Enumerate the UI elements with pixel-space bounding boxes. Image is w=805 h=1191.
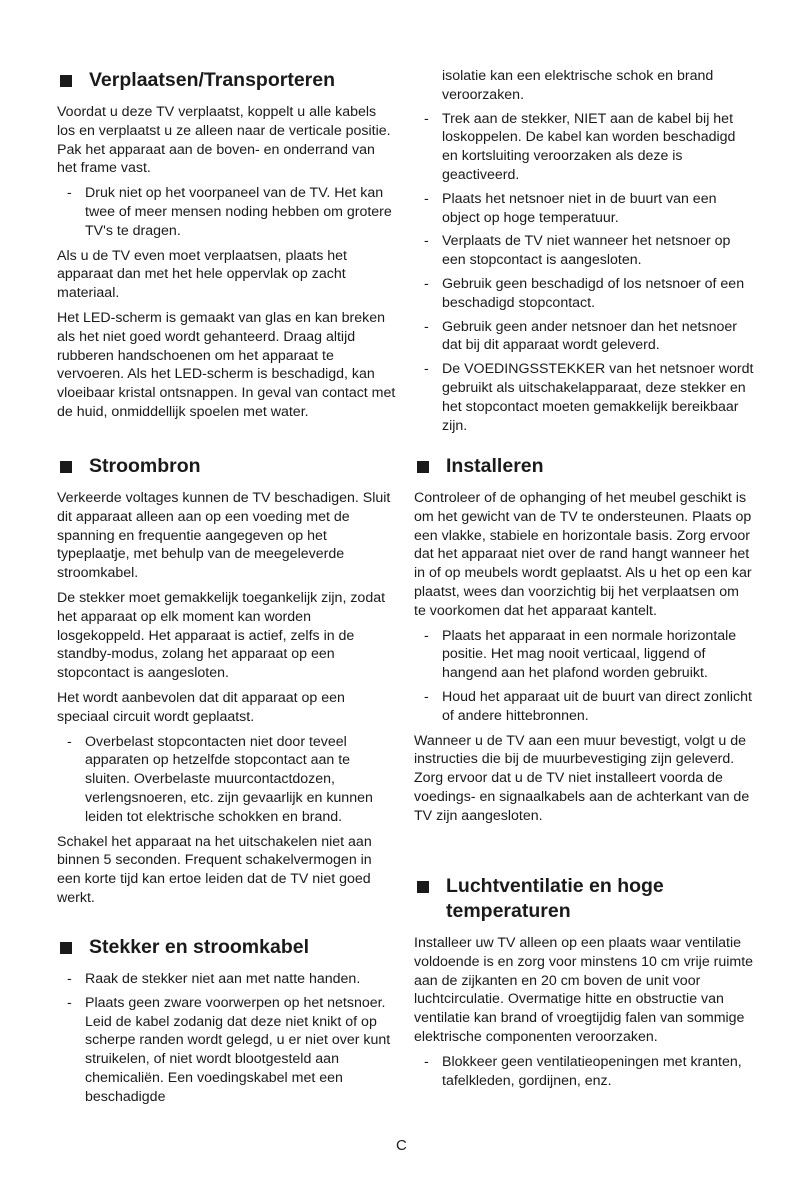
list-item: - Druk niet op het voorpaneel van de TV. Het kan twee of meer mensen noding hebben om grotere TV's te dragen.: [67, 185, 392, 239]
square-bullet-icon: [60, 461, 72, 473]
bullet-list: [414, 1053, 754, 1091]
paragraph: Voordat u deze TV verplaatst, koppelt u alle kabels los en verplaatst u ze alleen naar de verticale positie. Pak het apparaat aan de boven- en onderrand van het frame vast.: [57, 104, 391, 177]
list-item: - Raak de stekker niet aan met natte handen.: [67, 971, 361, 987]
section-heading: Installeren: [414, 454, 754, 479]
list-item: - Gebruik geen ander netsnoer dan het netsnoer dat bij dit apparaat wordt geleverd.: [424, 318, 737, 354]
section-verplaatsen: [57, 68, 397, 428]
bullet-list: [57, 733, 397, 827]
dash-icon: -: [67, 185, 72, 202]
list-item: - Plaats het apparaat in een normale horizontale positie. Het mag nooit verticaal, liggend of hangend aan het plafond worden gebruikt.: [424, 627, 737, 682]
bullet-list: [414, 110, 754, 436]
section-installeren: [414, 454, 754, 832]
dash-icon: -: [424, 318, 429, 335]
paragraph: Schakel het apparaat na het uitschakelen niet aan binnen 5 seconden. Frequent schakelvermogen in een korte tijd kan ertoe leiden dat de TV niet goed werkt.: [57, 833, 372, 906]
dash-icon: -: [424, 1053, 429, 1070]
section-heading: Verplaatsen/Transporteren: [57, 68, 397, 93]
list-item: - Trek aan de stekker, NIET aan de kabel bij het loskoppelen. De kabel kan worden beschadigd en kortsluiting veroorzaken als deze is geactiveerd.: [424, 110, 736, 183]
list-item: - Houd het apparaat uit de buurt van direct zonlicht of andere hittebronnen.: [424, 688, 752, 724]
page-marker: C: [396, 1137, 407, 1154]
dash-icon: -: [424, 190, 429, 207]
section-stroombron: [57, 454, 397, 914]
dash-icon: -: [424, 110, 429, 127]
bullet-list: [57, 184, 397, 240]
list-item: - Verplaats de TV niet wanneer het netsnoer op een stopcontact is aangesloten.: [424, 233, 731, 269]
square-bullet-icon: [417, 461, 429, 473]
dash-icon: -: [67, 994, 72, 1011]
paragraph: Controleer of de ophanging of het meubel geschikt is om het gewicht van de TV te ondersteunen. Plaats op een vlakke, stabiele en horizontale basis. Zorg ervoor dat het apparaat niet over de rand hangt wanneer het in of op meubels wordt geplaatst. Als u het op een kar plaatst, wees dan voorzichtig bij het verplaatsen om te voorkomen dat het apparaat kantelt.: [414, 490, 752, 619]
dash-icon: -: [424, 233, 429, 250]
list-item: - Gebruik geen beschadigd of los netsnoer of een beschadigd stopcontact.: [424, 275, 745, 311]
continued-list-text: isolatie kan een elektrische schok en brand veroorzaken.: [442, 68, 714, 103]
paragraph: Verkeerde voltages kunnen de TV beschadigen. Sluit dit apparaat alleen aan op een voeding met de spanning en frequentie aangegeven op het typeplaatje, met behulp van de meegeleverde stroomkabel.: [57, 490, 391, 582]
paragraph: Wanneer u de TV aan een muur bevestigt, volgt u de instructies die bij de muurbevestiging zijn geleverd. Zorg ervoor dat u de TV niet installeert voorda de voedings- en signaalkabels aan de achterkant van de TV zijn aangesloten.: [414, 732, 750, 824]
dash-icon: -: [424, 688, 429, 705]
section-stekker-continued: [414, 67, 754, 441]
bullet-list: [57, 970, 397, 1107]
section-heading: Stroombron: [57, 454, 397, 479]
dash-icon: -: [67, 733, 72, 750]
section-heading: Stekker en stroomkabel: [57, 935, 397, 960]
list-item: - Blokkeer geen ventilatieopeningen met kranten, tafelkleden, gordijnen, enz.: [424, 1053, 742, 1089]
paragraph: De stekker moet gemakkelijk toegankelijk zijn, zodat het apparaat op elk moment kan worden losgekoppeld. Het apparaat is actief, zelfs in de standby-modus, zolang het apparaat op een stopcontact is aangesloten.: [57, 589, 386, 682]
dash-icon: -: [424, 361, 429, 378]
list-item: - De VOEDINGSSTEKKER van het netsnoer wordt gebruikt als uitschakelapparaat, deze stekker en het stopcontact moeten gemakkelijk bereikbaar zijn.: [424, 361, 754, 434]
dash-icon: -: [424, 627, 429, 644]
section-stekker: [57, 935, 397, 1113]
paragraph: Als u de TV even moet verplaatsen, plaats het apparaat dan met het hele oppervlak op zacht materiaal.: [57, 247, 347, 302]
dash-icon: -: [424, 275, 429, 292]
list-item: - Plaats geen zware voorwerpen op het netsnoer. Leid de kabel zodanig dat deze niet knikt of op scherpe randen wordt gelegd, u er niet over kunt struikelen, of niet wordt blootgesteld aan chemicaliën. Een voedingskabel met een beschadigde: [67, 994, 391, 1105]
section-heading: Luchtventilatie en hoge temperaturen: [414, 874, 754, 924]
dash-icon: -: [67, 971, 72, 987]
paragraph: Het LED-scherm is gemaakt van glas en kan breken als het niet goed wordt gehanteerd. Draag altijd rubberen handschoenen om het apparaat te vervoeren. Als het LED-scherm is beschadigd, kan vloeibaar kristal ontsnappen. In geval van contact met de huid, onmiddellijk spoelen met water.: [57, 309, 396, 420]
square-bullet-icon: [60, 75, 72, 87]
section-luchtventilatie: [414, 874, 754, 1096]
paragraph: Het wordt aanbevolen dat dit apparaat op een speciaal circuit wordt geplaatst.: [57, 689, 345, 725]
bullet-list: [414, 627, 754, 726]
list-item: - Plaats het netsnoer niet in de buurt van een object op hoge temperatuur.: [424, 190, 717, 226]
list-item: - Overbelast stopcontacten niet door teveel apparaten op hetzelfde stopcontact aan te sluiten. Overbelaste muurcontactdozen, verlengsnoeren, etc. zijn gevaarlijk en kunnen leiden tot elektrische schokken en brand.: [67, 733, 373, 825]
square-bullet-icon: [417, 881, 429, 893]
square-bullet-icon: [60, 942, 72, 954]
paragraph: Installeer uw TV alleen op een plaats waar ventilatie voldoende is en zorg voor minstens 10 cm vrije ruimte aan de zijkanten en 20 cm boven de unit voor luchtcirculatie. Overmatige hitte en obstructie van ventilatie kan brand of vroegtijdig falen van sommige elektrische componenten veroorzaken.: [414, 935, 754, 1045]
